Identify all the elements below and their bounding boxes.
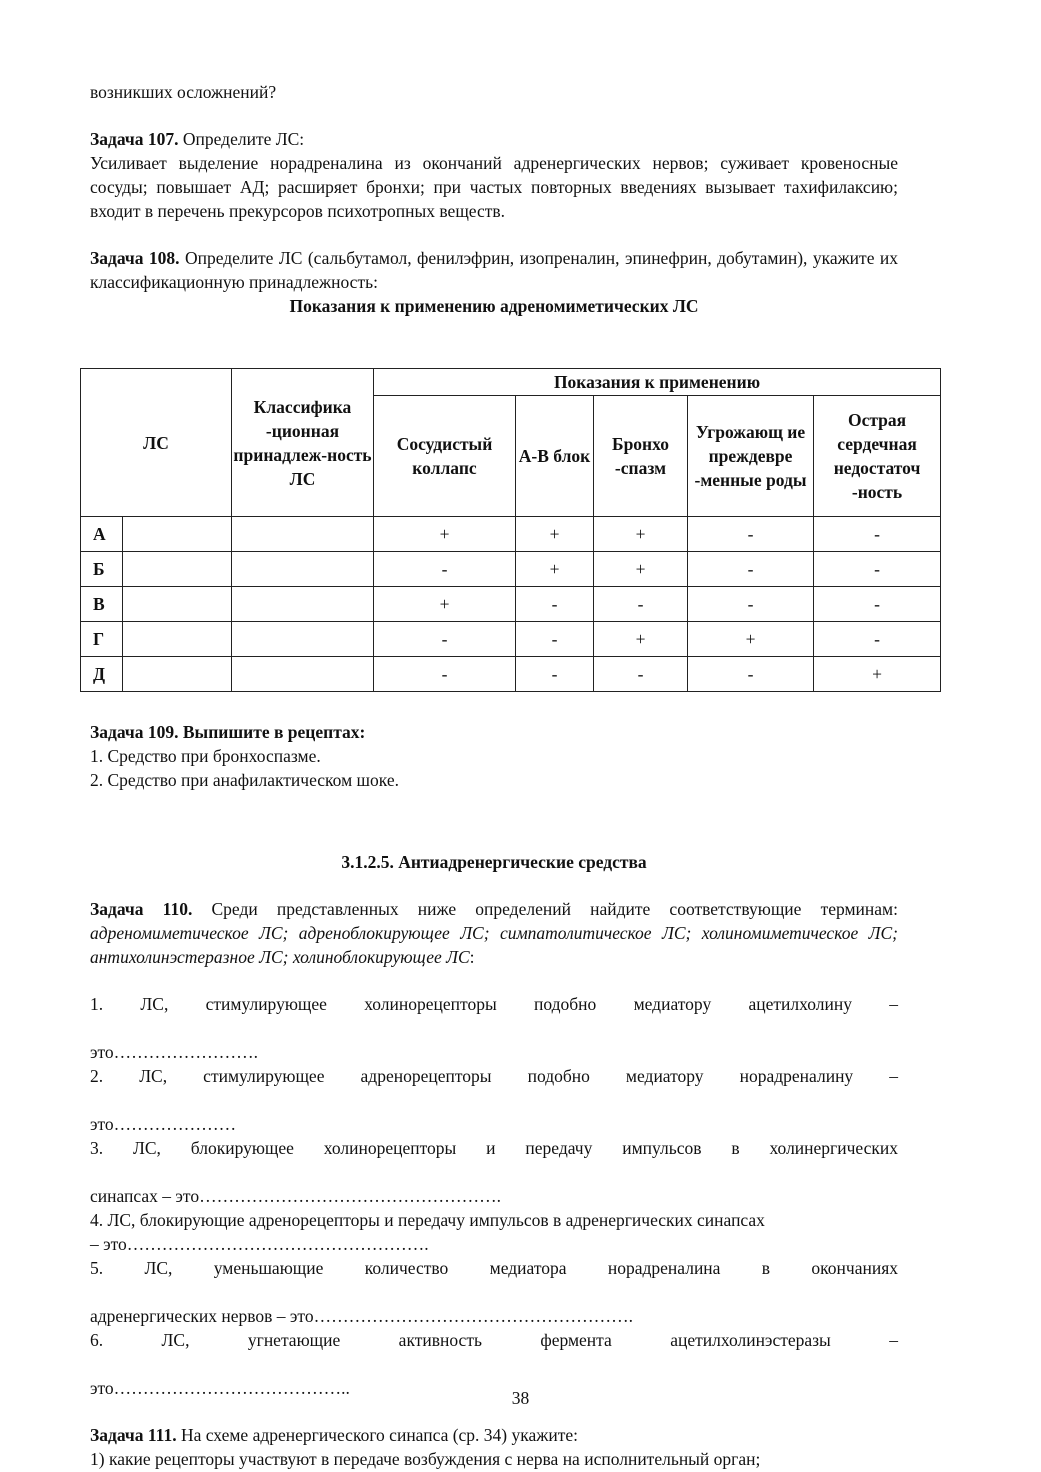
definition-item <box>90 1136 898 1208</box>
row-letter: В <box>81 587 123 622</box>
table-row <box>81 517 941 552</box>
task-110-paragraph <box>90 897 898 969</box>
definition-item <box>90 1064 898 1136</box>
definition-blank: – это……………………………………………. <box>90 1234 429 1254</box>
definition-line: 6. ЛС, угнетающие активность фермента ацетилхолинэстеразы – <box>90 1330 898 1350</box>
task-110-lead: Среди представленных ниже определений найдите соответствующие терминам: <box>192 899 898 919</box>
table-cell: - <box>688 517 814 552</box>
definition-blank: это……………………. <box>90 1042 259 1062</box>
task-111-item-1: 1) какие рецепторы участвуют в передаче возбуждения с нерва на исполнительный орган; <box>90 1449 761 1469</box>
task-107-label: Задача 107. <box>90 129 179 149</box>
table-cell: - <box>688 587 814 622</box>
task-110-terms: адреномиметическое ЛС; адреноблокирующее ЛС; симпатолитическое ЛС; холиномиметическое ЛС; антихолинэстеразное ЛС; холиноблокирующее ЛС <box>90 923 898 967</box>
empty-cell <box>232 657 374 692</box>
list-item: 2. Средство при анафилактическом шоке. <box>90 770 399 790</box>
table-cell: + <box>594 622 688 657</box>
table-row <box>81 622 941 657</box>
table-cell: + <box>516 552 594 587</box>
table-cell: - <box>516 622 594 657</box>
empty-cell <box>232 622 374 657</box>
table-cell: - <box>374 657 516 692</box>
empty-cell <box>123 622 232 657</box>
header-indication: Острая сердечная недостаточ -ность <box>814 396 941 517</box>
definition-line: 1. ЛС, стимулирующее холинорецепторы подобно медиатору ацетилхолину – <box>90 994 898 1014</box>
table-cell: - <box>688 552 814 587</box>
table-cell: - <box>516 587 594 622</box>
empty-cell <box>123 517 232 552</box>
page-body-lower <box>90 720 898 1471</box>
header-indication: Угрожающ ие преждевре -менные роды <box>688 396 814 517</box>
empty-cell <box>232 587 374 622</box>
empty-cell <box>232 552 374 587</box>
table-cell: - <box>814 587 941 622</box>
task-111-lead: На схеме адренергического синапса (ср. 34) укажите: <box>176 1425 578 1445</box>
indications-table <box>80 368 941 692</box>
header-indication: А-В блок <box>516 396 594 517</box>
task-108-text: Определите ЛС (сальбутамол, фенилэфрин, изопреналин, эпинефрин, добутамин), укажите их классификационную принадлежность: <box>90 248 898 292</box>
section-title: 3.1.2.5. Антиадренергические средства <box>341 852 647 872</box>
definition-blank: синапсах – это……………………………………………. <box>90 1186 501 1206</box>
task-110-tail: : <box>469 947 475 967</box>
page-number: 38 <box>511 1388 530 1408</box>
empty-cell <box>123 657 232 692</box>
header-indication: Бронхо -спазм <box>594 396 688 517</box>
row-letter: Г <box>81 622 123 657</box>
table-cell: + <box>814 657 941 692</box>
table-cell: - <box>516 657 594 692</box>
table-cell: - <box>374 622 516 657</box>
definition-line: 5. ЛС, уменьшающие количество медиатора норадреналина в окончаниях <box>90 1258 898 1278</box>
task-108-paragraph <box>90 246 898 294</box>
definition-item <box>90 1256 898 1328</box>
header-indications-group: Показания к применению <box>374 369 941 396</box>
table-cell: + <box>594 517 688 552</box>
top-line: возникших осложнений? <box>90 82 277 102</box>
definition-line: 3. ЛС, блокирующее холинорецепторы и передачу импульсов в холинергических <box>90 1138 898 1158</box>
table-cell: - <box>688 657 814 692</box>
table-cell: - <box>594 587 688 622</box>
page-body <box>90 80 898 318</box>
table-cell: + <box>374 587 516 622</box>
header-ls: ЛС <box>81 369 232 517</box>
task-111-heading <box>90 1423 898 1447</box>
table-cell: - <box>594 657 688 692</box>
definition-blank: это………………… <box>90 1114 237 1134</box>
table-row <box>81 552 941 587</box>
empty-cell <box>123 587 232 622</box>
task-109-heading: Задача 109. Выпишите в рецептах: <box>90 722 366 742</box>
header-indication: Сосудистый коллапс <box>374 396 516 517</box>
empty-cell <box>123 552 232 587</box>
task-110-label: Задача 110. <box>90 899 193 919</box>
definition-item <box>90 992 898 1064</box>
table-row <box>81 587 941 622</box>
task-107-heading <box>90 127 898 151</box>
definition-item <box>90 1208 898 1256</box>
definition-blank: адренергических нервов – это………………………………………………. <box>90 1306 633 1326</box>
table-cell: + <box>594 552 688 587</box>
table-cell: + <box>374 517 516 552</box>
task-111-label: Задача 111. <box>90 1425 177 1445</box>
definition-line: 2. ЛС, стимулирующее адренорецепторы подобно медиатору норадреналину – <box>90 1066 898 1086</box>
row-letter: Д <box>81 657 123 692</box>
row-letter: А <box>81 517 123 552</box>
list-item: 1. Средство при бронхоспазме. <box>90 746 321 766</box>
definition-blank: это………………………………….. <box>90 1378 350 1398</box>
task-107-lead: Определите ЛС: <box>178 129 305 149</box>
table-cell: - <box>374 552 516 587</box>
task-108-label: Задача 108. <box>90 248 180 268</box>
table-cell: - <box>814 552 941 587</box>
task-107-text: Усиливает выделение норадреналина из окончаний адренергических нервов; суживает кровеносные сосуды; повышает АД; расширяет бронхи; при частых повторных введениях вызывает тахифилаксию; входит в перечень прекурсоров психотропных веществ. <box>90 153 898 221</box>
table-cell: + <box>516 517 594 552</box>
table-row <box>81 657 941 692</box>
empty-cell <box>232 517 374 552</box>
row-letter: Б <box>81 552 123 587</box>
table-cell: - <box>814 622 941 657</box>
header-classification: Классифика -ционная принадлеж-ность ЛС <box>232 369 374 517</box>
table-cell: - <box>814 517 941 552</box>
definition-line: 4. ЛС, блокирующие адренорецепторы и передачу импульсов в адренергических синапсах <box>90 1210 765 1230</box>
table-cell: + <box>688 622 814 657</box>
table-title: Показания к применению адреномиметических ЛС <box>289 296 699 316</box>
